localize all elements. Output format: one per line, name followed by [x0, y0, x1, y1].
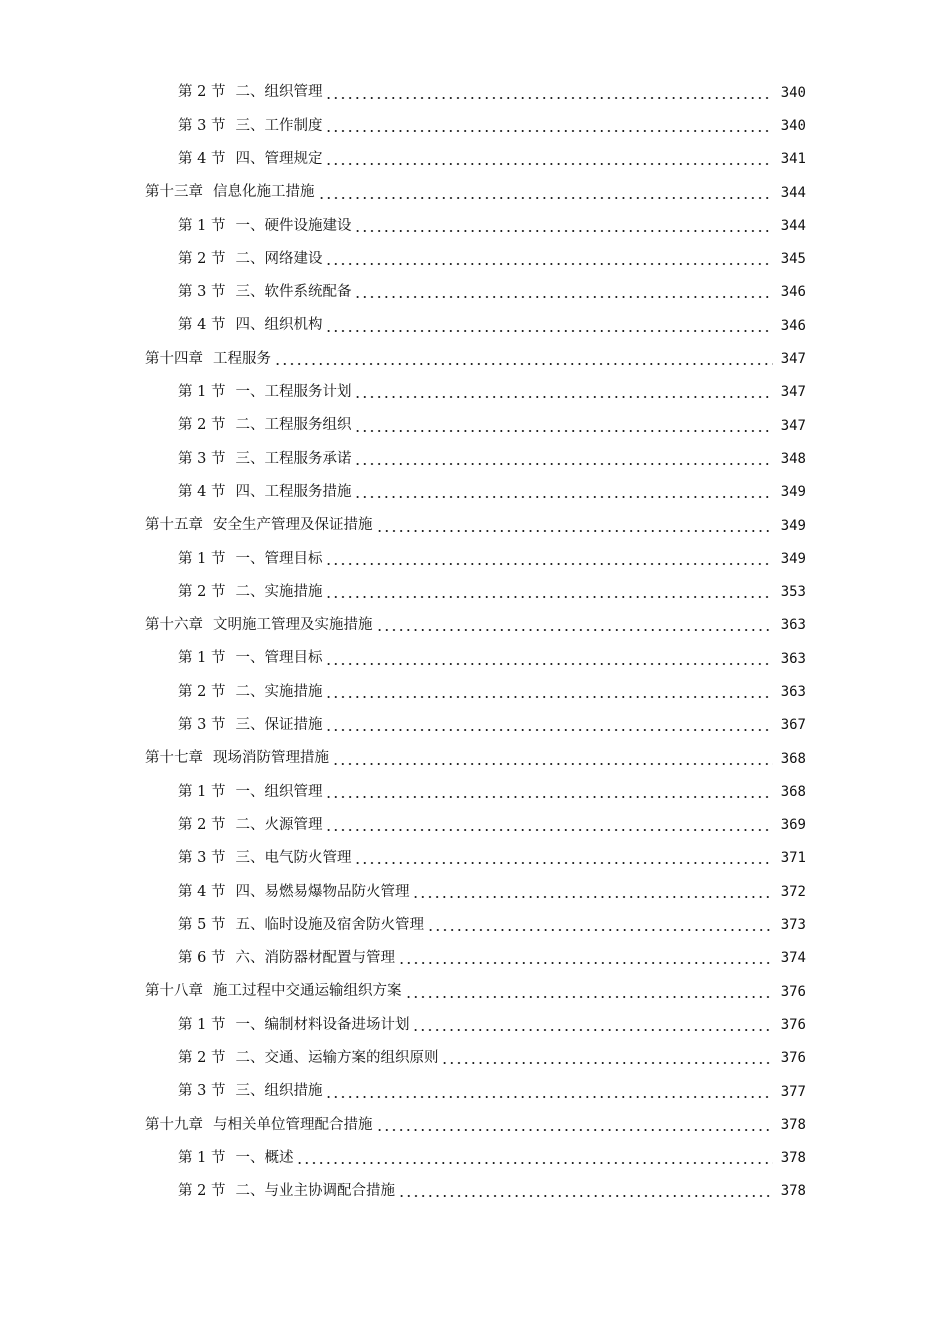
toc-entry-page-number: 367	[780, 717, 806, 734]
toc-entry-number: 第 1 节	[178, 1149, 226, 1166]
toc-entry-title: 六、消防器材配置与管理	[235, 950, 395, 967]
toc-entry-page-number: 353	[780, 584, 806, 601]
toc-entry-title: 二、组织管理	[235, 84, 323, 101]
toc-entry-title: 二、实施措施	[235, 583, 323, 600]
toc-entry-title: 二、交通、运输方案的组织原则	[235, 1050, 439, 1066]
toc-entry-number: 第 3 节	[178, 117, 226, 134]
toc-chapter-entry[interactable]	[0, 609, 950, 642]
dot-leader	[376, 519, 774, 533]
toc-chapter-entry[interactable]	[0, 509, 950, 542]
toc-entry-number: 第 1 节	[178, 550, 226, 567]
dot-leader	[325, 319, 773, 333]
toc-entry-number: 第 4 节	[178, 150, 226, 167]
toc-entry-title: 一、概述	[235, 1149, 294, 1166]
toc-entry-number: 第 2 节	[178, 250, 226, 267]
dot-leader	[296, 1151, 773, 1165]
toc-entry-number: 第 3 节	[178, 284, 226, 301]
toc-entry-page-number: 363	[780, 650, 806, 667]
toc-section-entry[interactable]	[0, 1042, 950, 1075]
toc-entry-number: 第 3 节	[178, 850, 226, 867]
toc-section-entry[interactable]	[0, 642, 950, 675]
toc-entry-title: 安全生产管理及保证措施	[213, 517, 373, 534]
toc-entry-page-number: 371	[780, 850, 806, 867]
toc-entry-title: 二、实施措施	[235, 683, 323, 700]
toc-entry-number: 第十五章	[145, 517, 203, 534]
toc-section-entry[interactable]	[0, 709, 950, 742]
toc-entry-number: 第 4 节	[178, 317, 226, 334]
toc-section-entry[interactable]	[0, 242, 950, 275]
toc-entry-title: 信息化施工措施	[213, 184, 315, 201]
toc-entry-title: 三、工程服务承诺	[235, 450, 352, 467]
toc-section-entry[interactable]	[0, 1175, 950, 1208]
toc-entry-page-number: 376	[780, 983, 806, 1000]
toc-entry-title: 一、管理目标	[235, 650, 323, 667]
dot-leader	[325, 252, 773, 266]
toc-entry-number: 第十九章	[145, 1116, 203, 1133]
toc-section-entry[interactable]	[0, 1075, 950, 1108]
dot-leader	[354, 851, 773, 865]
toc-entry-number: 第 5 节	[178, 916, 226, 933]
toc-section-entry[interactable]	[0, 908, 950, 941]
toc-entry-title: 二、网络建设	[235, 250, 323, 267]
toc-entry-page-number: 363	[780, 683, 806, 700]
toc-section-entry[interactable]	[0, 476, 950, 509]
toc-entry-title: 施工过程中交通运输组织方案	[213, 983, 402, 1000]
toc-entry-title: 工程服务	[213, 350, 271, 367]
toc-entry-number: 第 2 节	[178, 683, 226, 700]
toc-entry-number: 第 3 节	[178, 717, 226, 734]
dot-leader	[376, 618, 774, 632]
dot-leader	[325, 119, 773, 133]
dot-leader	[354, 485, 773, 499]
toc-section-entry[interactable]	[0, 675, 950, 708]
toc-entry-title: 三、电气防火管理	[235, 850, 352, 867]
toc-entry-page-number: 347	[780, 417, 806, 434]
toc-section-entry[interactable]	[0, 809, 950, 842]
toc-entry-number: 第 2 节	[178, 583, 226, 600]
toc-entry-number: 第 6 节	[178, 950, 226, 967]
toc-entry-page-number: 349	[780, 484, 806, 501]
dot-leader	[412, 1018, 773, 1032]
toc-section-entry[interactable]	[0, 76, 950, 109]
dot-leader	[325, 585, 773, 599]
dot-leader	[354, 419, 773, 433]
dot-leader	[354, 385, 773, 399]
toc-entry-page-number: 373	[780, 917, 806, 934]
toc-section-entry[interactable]	[0, 309, 950, 342]
toc-section-entry[interactable]	[0, 276, 950, 309]
toc-section-entry[interactable]	[0, 409, 950, 442]
toc-entry-page-number: 378	[780, 1150, 806, 1167]
toc-entry-page-number: 363	[780, 617, 806, 634]
toc-entry-page-number: 347	[780, 351, 806, 368]
toc-entry-number: 第 1 节	[178, 217, 226, 234]
toc-entry-page-number: 340	[780, 84, 806, 101]
toc-entry-number: 第 4 节	[178, 883, 226, 900]
toc-entry-page-number: 344	[780, 184, 806, 201]
toc-section-entry[interactable]	[0, 109, 950, 142]
toc-section-entry[interactable]	[0, 209, 950, 242]
toc-entry-page-number: 347	[780, 384, 806, 401]
toc-entry-page-number: 374	[780, 950, 806, 967]
dot-leader	[354, 285, 773, 299]
dot-leader	[332, 752, 773, 766]
toc-entry-title: 与相关单位管理配合措施	[213, 1116, 373, 1133]
toc-entry-number: 第十七章	[145, 750, 203, 767]
dot-leader	[398, 951, 773, 965]
dot-leader	[376, 1118, 774, 1132]
toc-entry-number: 第十三章	[145, 184, 203, 201]
toc-entry-number: 第 2 节	[178, 417, 226, 434]
dot-leader	[274, 352, 773, 366]
toc-entry-title: 二、火源管理	[235, 816, 323, 833]
toc-entry-number: 第 1 节	[178, 783, 226, 800]
toc-entry-number: 第十六章	[145, 617, 203, 634]
toc-chapter-entry[interactable]	[0, 1108, 950, 1141]
toc-entry-title: 现场消防管理措施	[213, 750, 329, 767]
toc-entry-title: 二、工程服务组织	[235, 417, 352, 434]
toc-entry-title: 三、保证措施	[235, 717, 323, 734]
toc-entry-page-number: 378	[780, 1116, 806, 1133]
toc-entry-page-number: 376	[780, 1016, 806, 1033]
toc-entry-page-number: 369	[780, 817, 806, 834]
toc-section-entry[interactable]	[0, 376, 950, 409]
table-of-contents	[0, 76, 950, 1208]
toc-entry-page-number: 345	[780, 251, 806, 268]
toc-entry-number: 第 4 节	[178, 483, 226, 500]
toc-entry-number: 第 3 节	[178, 450, 226, 467]
dot-leader	[325, 552, 773, 566]
toc-entry-number: 第 1 节	[178, 384, 226, 401]
toc-section-entry[interactable]	[0, 542, 950, 575]
toc-entry-title: 三、软件系统配备	[235, 284, 352, 301]
toc-section-entry[interactable]	[0, 1142, 950, 1175]
toc-section-entry[interactable]	[0, 143, 950, 176]
dot-leader	[405, 985, 774, 999]
toc-entry-page-number: 344	[780, 217, 806, 234]
toc-entry-page-number: 377	[780, 1083, 806, 1100]
toc-entry-number: 第 2 节	[178, 84, 226, 101]
dot-leader	[325, 718, 773, 732]
toc-chapter-entry[interactable]	[0, 742, 950, 775]
toc-entry-title: 一、管理目标	[235, 550, 323, 567]
toc-entry-number: 第 2 节	[178, 816, 226, 833]
toc-entry-number: 第 2 节	[178, 1050, 226, 1066]
toc-entry-page-number: 349	[780, 517, 806, 534]
toc-entry-title: 三、工作制度	[235, 117, 323, 134]
toc-section-entry[interactable]	[0, 875, 950, 908]
toc-entry-title: 一、硬件设施建设	[235, 217, 352, 234]
toc-entry-title: 五、临时设施及宿舍防火管理	[235, 916, 424, 933]
toc-entry-page-number: 340	[780, 117, 806, 134]
toc-entry-number: 第十四章	[145, 350, 203, 367]
toc-entry-page-number: 376	[780, 1050, 806, 1067]
toc-section-entry[interactable]	[0, 442, 950, 475]
dot-leader	[427, 918, 773, 932]
dot-leader	[325, 818, 773, 832]
toc-entry-number: 第 1 节	[178, 1016, 226, 1033]
toc-section-entry[interactable]	[0, 842, 950, 875]
toc-chapter-entry[interactable]	[0, 975, 950, 1008]
toc-section-entry[interactable]	[0, 1008, 950, 1041]
toc-entry-title: 三、组织措施	[235, 1083, 323, 1100]
toc-entry-title: 一、工程服务计划	[235, 384, 352, 401]
toc-chapter-entry[interactable]	[0, 342, 950, 375]
toc-entry-title: 四、工程服务措施	[235, 483, 352, 500]
toc-entry-number: 第 1 节	[178, 650, 226, 667]
dot-leader	[354, 452, 773, 466]
dot-leader	[354, 219, 773, 233]
toc-section-entry[interactable]	[0, 942, 950, 975]
dot-leader	[325, 785, 773, 799]
dot-leader	[325, 685, 773, 699]
dot-leader	[412, 885, 773, 899]
toc-entry-page-number: 378	[780, 1183, 806, 1200]
toc-entry-title: 一、编制材料设备进场计划	[235, 1016, 410, 1033]
toc-entry-title: 四、管理规定	[235, 150, 323, 167]
toc-entry-title: 二、与业主协调配合措施	[235, 1183, 395, 1200]
toc-section-entry[interactable]	[0, 575, 950, 608]
toc-entry-number: 第 2 节	[178, 1183, 226, 1200]
toc-entry-page-number: 348	[780, 450, 806, 467]
toc-entry-page-number: 372	[780, 883, 806, 900]
dot-leader	[325, 152, 773, 166]
toc-entry-title: 文明施工管理及实施措施	[213, 617, 373, 634]
toc-entry-title: 四、易燃易爆物品防火管理	[235, 883, 410, 900]
dot-leader	[325, 652, 773, 666]
dot-leader	[325, 1085, 773, 1099]
toc-entry-page-number: 346	[780, 284, 806, 301]
toc-chapter-entry[interactable]	[0, 176, 950, 209]
toc-entry-page-number: 368	[780, 783, 806, 800]
dot-leader	[318, 186, 774, 200]
toc-entry-page-number: 341	[780, 151, 806, 168]
toc-entry-number: 第 3 节	[178, 1083, 226, 1100]
toc-entry-number: 第十八章	[145, 983, 203, 1000]
toc-entry-title: 一、组织管理	[235, 783, 323, 800]
toc-entry-page-number: 368	[780, 750, 806, 767]
dot-leader	[398, 1184, 773, 1198]
toc-entry-page-number: 349	[780, 550, 806, 567]
toc-entry-title: 四、组织机构	[235, 317, 323, 334]
toc-entry-page-number: 346	[780, 317, 806, 334]
dot-leader	[325, 86, 773, 100]
toc-section-entry[interactable]	[0, 775, 950, 808]
dot-leader	[441, 1051, 773, 1065]
